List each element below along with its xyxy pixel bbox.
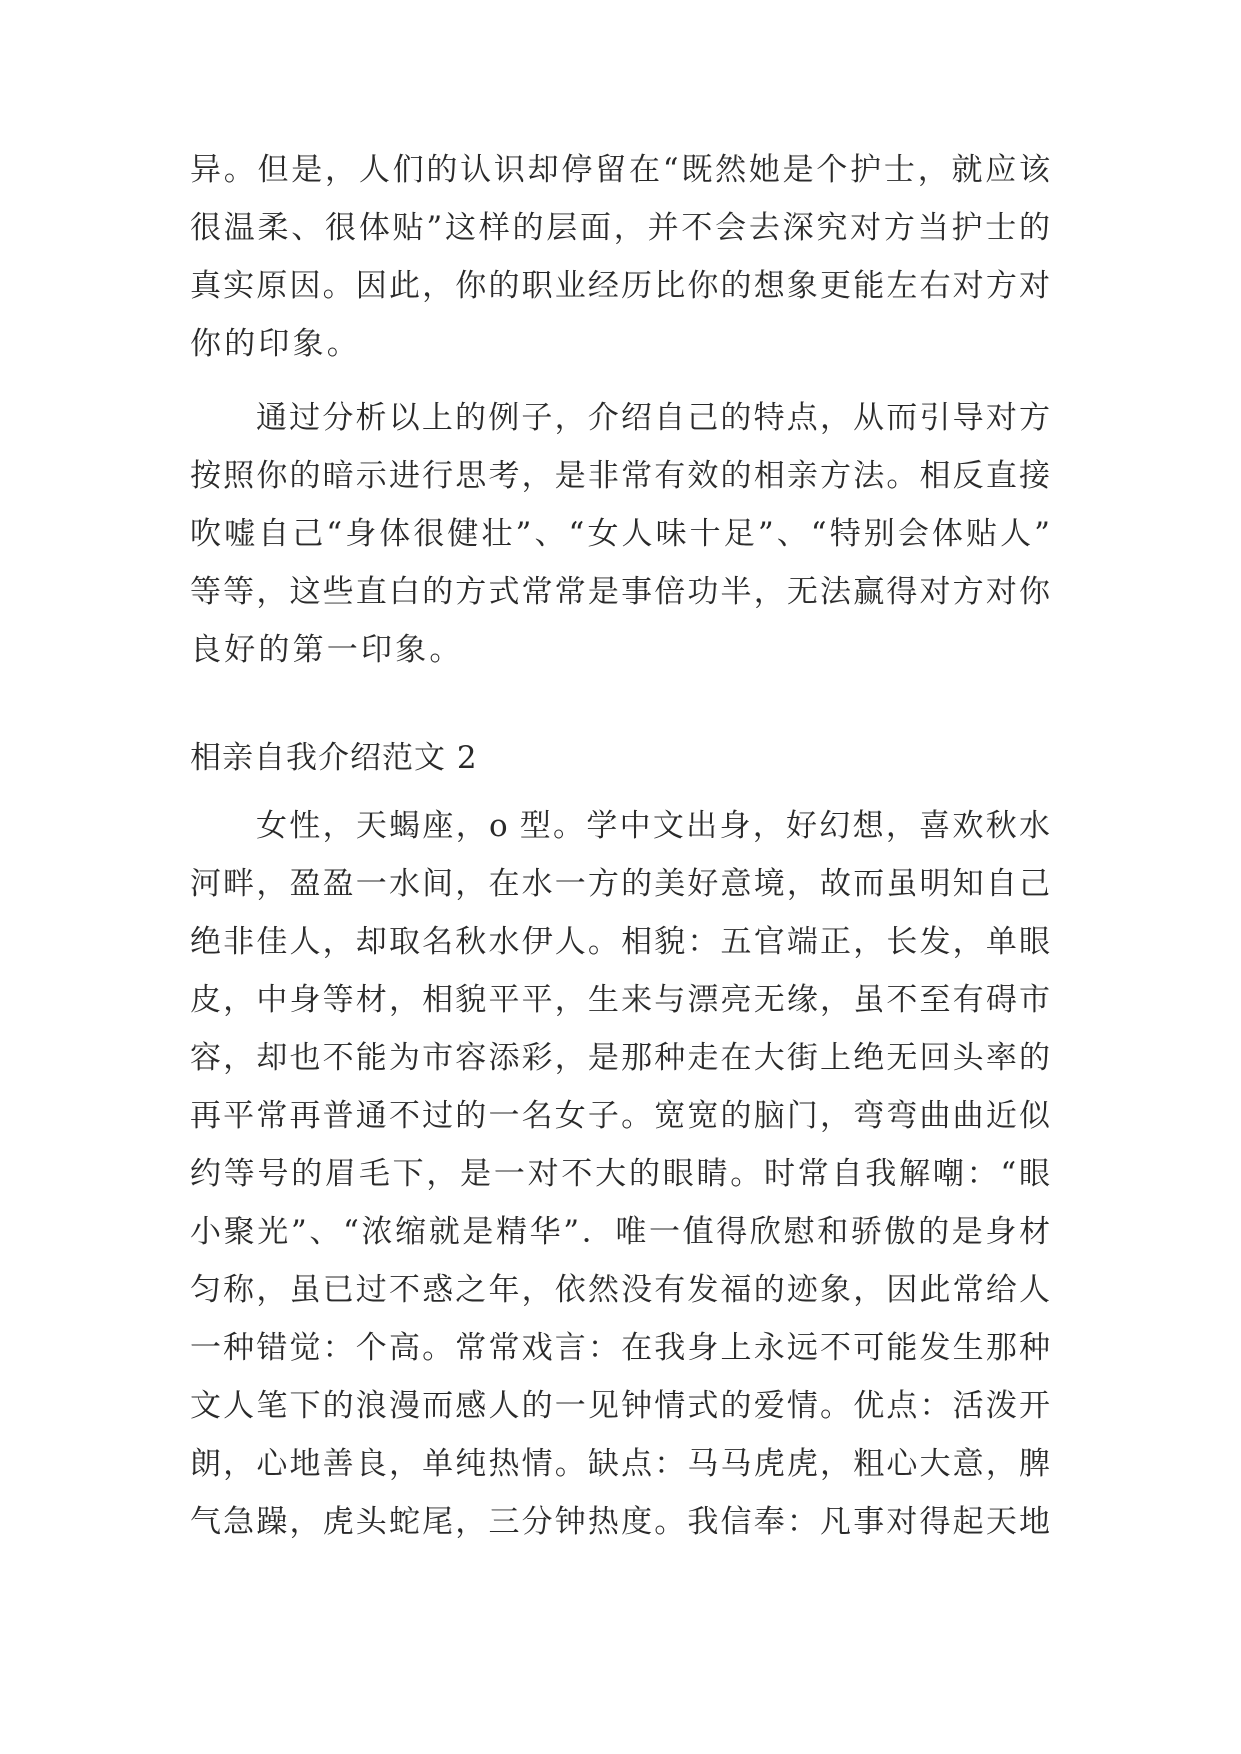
text-line: 容，却也不能为市容添彩，是那种走在大街上绝无回头率的 — [190, 1040, 1050, 1076]
text-line: 按照你的暗示进行思考，是非常有效的相亲方法。相反直接 — [190, 458, 1050, 494]
text-line: 朗，心地善良，单纯热情。缺点：马马虎虎，粗心大意，脾 — [190, 1446, 1050, 1482]
text-line: 异。但是，人们的认识却停留在“既然她是个护士，就应该 — [190, 152, 1050, 188]
text-line: 约等号的眉毛下，是一对不大的眼睛。时常自我解嘲：“眼 — [190, 1156, 1050, 1192]
text-line: 女性，天蝎座，o 型。学中文出身，好幻想，喜欢秋水 — [256, 808, 1050, 844]
section-heading: 相亲自我介绍范文 2 — [190, 740, 478, 776]
text-line: 你的印象。 — [190, 326, 361, 362]
text-line: 再平常再普通不过的一名女子。宽宽的脑门，弯弯曲曲近似 — [190, 1098, 1050, 1134]
text-line: 一种错觉：个高。常常戏言：在我身上永远不可能发生那种 — [190, 1330, 1050, 1366]
text-line: 匀称，虽已过不惑之年，依然没有发福的迹象，因此常给人 — [190, 1272, 1050, 1308]
text-line: 吹嘘自己“身体很健壮”、“女人味十足”、“特别会体贴人” — [190, 516, 1050, 552]
text-line: 等等，这些直白的方式常常是事倍功半，无法赢得对方对你 — [190, 574, 1050, 610]
text-line: 绝非佳人，却取名秋水伊人。相貌：五官端正，长发，单眼 — [190, 924, 1050, 960]
text-line: 真实原因。因此，你的职业经历比你的想象更能左右对方对 — [190, 268, 1050, 304]
text-line: 小聚光”、“浓缩就是精华”．唯一值得欣慰和骄傲的是身材 — [190, 1214, 1050, 1250]
text-line: 河畔，盈盈一水间，在水一方的美好意境，故而虽明知自己 — [190, 866, 1050, 902]
text-line: 很温柔、很体贴”这样的层面，并不会去深究对方当护士的 — [190, 210, 1050, 246]
text-line: 通过分析以上的例子，介绍自己的特点，从而引导对方 — [256, 400, 1050, 436]
text-line: 气急躁，虎头蛇尾，三分钟热度。我信奉：凡事对得起天地 — [190, 1504, 1050, 1540]
text-line: 文人笔下的浪漫而感人的一见钟情式的爱情。优点：活泼开 — [190, 1388, 1050, 1424]
text-line: 良好的第一印象。 — [190, 632, 464, 668]
text-line: 皮，中身等材，相貌平平，生来与漂亮无缘，虽不至有碍市 — [190, 982, 1050, 1018]
